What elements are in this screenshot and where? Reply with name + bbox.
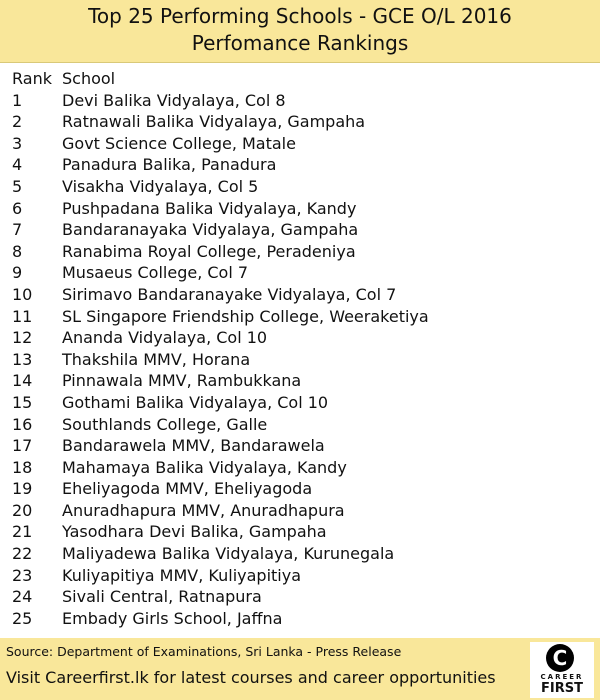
page-subtitle: Perfomance Rankings: [191, 31, 409, 55]
table-row: [12, 435, 582, 457]
school-cell: Visakha Vidyalaya, Col 5: [62, 176, 259, 196]
school-cell: Bandarawela MMV, Bandarawela: [62, 436, 325, 456]
table-row: [12, 392, 582, 414]
table-row: [12, 219, 582, 241]
school-cell: Bandaranayaka Vidyalaya, Gampaha: [62, 220, 359, 240]
footer-banner: [0, 638, 600, 700]
visit-message: Visit Careerfirst.lk for latest courses and career opportunities: [6, 668, 496, 687]
rank-cell: 16: [12, 414, 33, 434]
school-cell: Ranabima Royal College, Peradeniya: [62, 241, 356, 261]
rank-cell: 14: [12, 371, 33, 391]
logo-c-icon: C: [546, 644, 574, 672]
table-row: [12, 370, 582, 392]
school-cell: Anuradhapura MMV, Anuradhapura: [62, 500, 345, 520]
rank-cell: 5: [12, 176, 23, 196]
rank-cell: 3: [12, 133, 23, 153]
rankings-table: [12, 68, 582, 629]
school-cell: Thakshila MMV, Horana: [62, 349, 251, 369]
table-body: [12, 90, 582, 630]
table-row: [12, 133, 582, 155]
rank-cell: 24: [12, 587, 33, 607]
rank-cell: 1: [12, 90, 23, 110]
table-row: [12, 327, 582, 349]
rank-cell: 6: [12, 198, 23, 218]
table-row: [12, 90, 582, 112]
rank-cell: 7: [12, 220, 23, 240]
rank-cell: 22: [12, 544, 33, 564]
rank-cell: 18: [12, 457, 33, 477]
school-cell: Southlands College, Galle: [62, 414, 268, 434]
school-cell: Govt Science College, Matale: [62, 133, 296, 153]
table-header-row: [12, 68, 582, 90]
column-header-rank: Rank: [12, 69, 52, 88]
table-row: [12, 543, 582, 565]
rank-cell: 2: [12, 112, 23, 132]
school-cell: Gothami Balika Vidyalaya, Col 10: [62, 392, 329, 412]
school-cell: Sirimavo Bandaranayake Vidyalaya, Col 7: [62, 284, 397, 304]
table-row: [12, 284, 582, 306]
school-cell: Musaeus College, Col 7: [62, 263, 249, 283]
rank-cell: 12: [12, 328, 33, 348]
rank-cell: 8: [12, 241, 23, 261]
school-cell: Devi Balika Vidyalaya, Col 8: [62, 90, 286, 110]
table-row: [12, 198, 582, 220]
rank-cell: 17: [12, 436, 33, 456]
rank-cell: 9: [12, 263, 23, 283]
table-row: [12, 111, 582, 133]
school-cell: Ratnawali Balika Vidyalaya, Gampaha: [62, 112, 366, 132]
school-cell: Ananda Vidyalaya, Col 10: [62, 328, 268, 348]
rank-cell: 15: [12, 392, 33, 412]
table-row: [12, 262, 582, 284]
rank-cell: 13: [12, 349, 33, 369]
school-cell: Pushpadana Balika Vidyalaya, Kandy: [62, 198, 357, 218]
page-title: Top 25 Performing Schools - GCE O/L 2016: [88, 4, 512, 28]
school-cell: Yasodhara Devi Balika, Gampaha: [62, 522, 327, 542]
table-row: [12, 154, 582, 176]
table-row: [12, 349, 582, 371]
school-cell: Sivali Central, Ratnapura: [62, 587, 262, 607]
table-row: [12, 521, 582, 543]
school-cell: Kuliyapitiya MMV, Kuliyapitiya: [62, 565, 301, 585]
logo-word-career: CAREER: [540, 673, 584, 681]
school-cell: Embady Girls School, Jaffna: [62, 608, 283, 628]
rank-cell: 10: [12, 284, 33, 304]
table-row: [12, 478, 582, 500]
rank-cell: 25: [12, 608, 33, 628]
school-cell: Mahamaya Balika Vidyalaya, Kandy: [62, 457, 347, 477]
table-row: [12, 608, 582, 630]
school-cell: Eheliyagoda MMV, Eheliyagoda: [62, 479, 313, 499]
rank-cell: 4: [12, 155, 23, 175]
table-row: [12, 500, 582, 522]
title-banner: [0, 0, 600, 63]
table-row: [12, 457, 582, 479]
rank-cell: 11: [12, 306, 33, 326]
table-row: [12, 586, 582, 608]
source-note: Source: Department of Examinations, Sri Lanka - Press Release: [6, 644, 402, 659]
table-row: [12, 241, 582, 263]
column-header-school: School: [62, 69, 116, 88]
rank-cell: 20: [12, 500, 33, 520]
rank-cell: 23: [12, 565, 33, 585]
logo-word-first: FIRST: [541, 681, 583, 696]
table-row: [12, 306, 582, 328]
school-cell: SL Singapore Friendship College, Weeraketiya: [62, 306, 429, 326]
rank-cell: 19: [12, 479, 33, 499]
school-cell: Panadura Balika, Panadura: [62, 155, 277, 175]
table-row: [12, 176, 582, 198]
rank-cell: 21: [12, 522, 33, 542]
school-cell: Maliyadewa Balika Vidyalaya, Kurunegala: [62, 544, 395, 564]
table-row: [12, 565, 582, 587]
school-cell: Pinnawala MMV, Rambukkana: [62, 371, 302, 391]
table-row: [12, 414, 582, 436]
career-first-logo: [530, 642, 594, 698]
